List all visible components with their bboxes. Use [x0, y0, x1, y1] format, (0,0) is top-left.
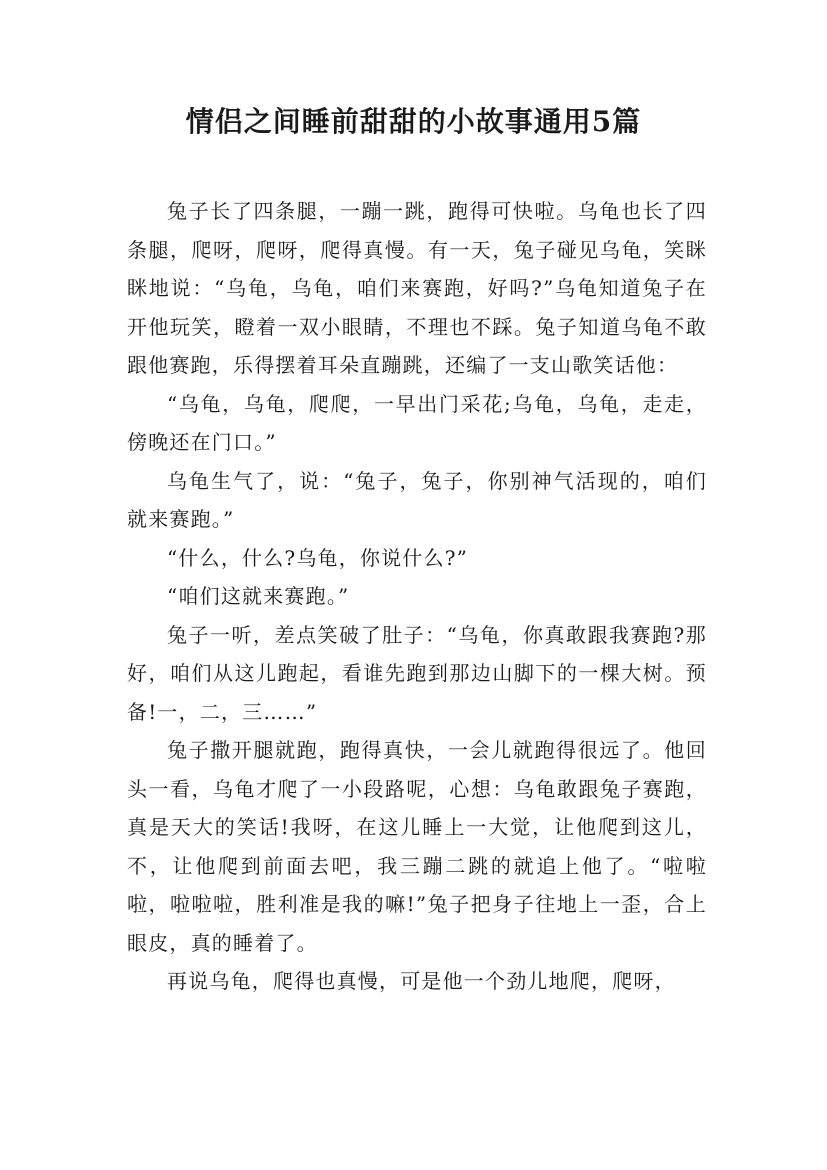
paragraph: 兔子长了四条腿，一蹦一跳，跑得可快啦。乌龟也长了四条腿，爬呀，爬呀，爬得真慢。有一天，兔子碰见乌龟，笑眯眯地说：“乌龟，乌龟，咱们来赛跑，好吗?”乌龟知道兔子在开他玩笑，瞪着一双小眼睛，不理也不踩。兔子知道乌龟不敢跟他赛跑，乐得摆着耳朵直蹦跳，还编了一支山歌笑话他： [127, 199, 707, 377]
paragraph: 兔子撒开腿就跑，跑得真快，一会儿就跑得很远了。他回头一看，乌龟才爬了一小段路呢，心想：乌龟敢跟兔子赛跑，真是天大的笑话!我呀，在这儿睡上一大觉，让他爬到这儿，不，让他爬到前面去吧，我三蹦二跳的就追上他了。“啦啦啦，啦啦啦，胜利准是我的嘛!”兔子把身子往地上一歪，合上眼皮，真的睡着了。 [127, 738, 707, 955]
paragraph: 兔子一听，差点笑破了肚子：“乌龟，你真敢跟我赛跑?那好，咱们从这儿跑起，看谁先跑到那边山脚下的一棵大树。预备!一，二，三……” [127, 622, 707, 724]
document-title: 情侣之间睡前甜甜的小故事通用5篇 [185, 105, 642, 138]
paragraph: 再说乌龟，爬得也真慢，可是他一个劲儿地爬，爬呀， [167, 969, 676, 993]
paragraph: “咱们这就来赛跑。” [167, 584, 350, 608]
document-body [127, 192, 707, 1001]
paragraph: “乌龟，乌龟，爬爬，一早出门采花;乌龟，乌龟，走走，傍晚还在门口。” [127, 391, 707, 454]
paragraph: “什么，什么?乌龟，你说什么?” [167, 545, 469, 570]
paragraph: 乌龟生气了，说：“兔子，兔子，你别神气活现的，咱们就来赛跑。” [127, 468, 707, 531]
